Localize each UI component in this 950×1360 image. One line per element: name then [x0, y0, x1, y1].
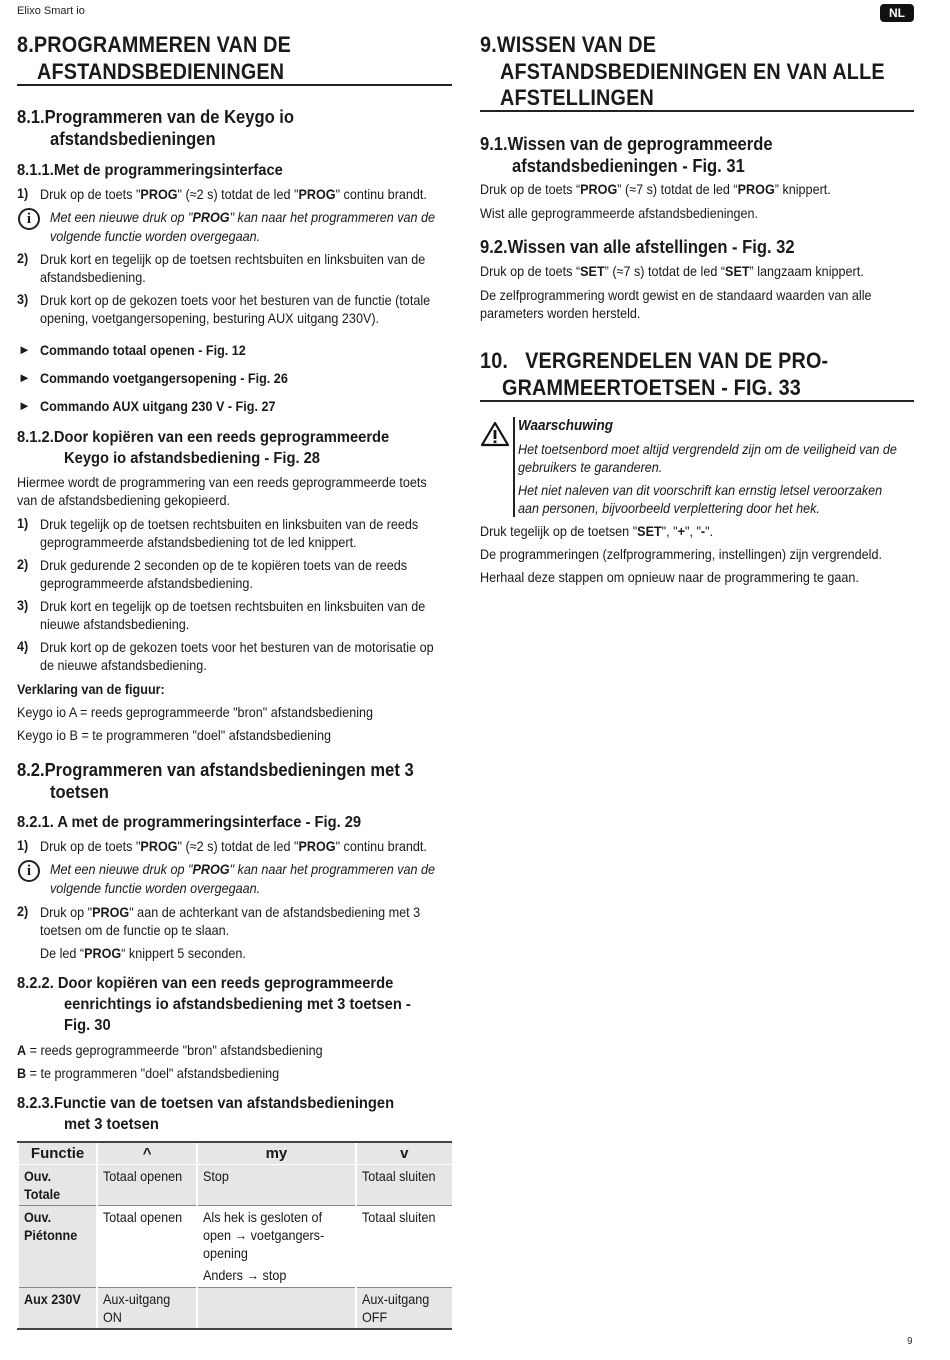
- info-note-line2: volgende functie worden overgegaan.: [50, 880, 261, 896]
- table-cell: Ouv. Piétonne: [18, 1205, 97, 1287]
- paragraph: Hiermee wordt de programmering van een reeds geprogrammeerde toets: [17, 474, 427, 490]
- table-cell: Totaal sluiten: [356, 1205, 452, 1287]
- step-text: Druk op de toets "PROG" (≈2 s) totdat de led "PROG" continu brandt.: [40, 186, 427, 202]
- paragraph: Herhaal deze stappen om opnieuw naar de programmering te gaan.: [480, 569, 859, 585]
- section-9-2-title: 9.2.Wissen van alle afstellingen - Fig. 32: [480, 237, 795, 257]
- section-8-2-2-title-line2: eenrichtings io afstandsbediening met 3 toetsen -: [64, 996, 411, 1013]
- step-text-line2: geprogrammeerde afstandsbediening.: [40, 575, 253, 591]
- table-header: ^: [97, 1142, 197, 1164]
- table-cell: Totaal sluiten: [356, 1164, 452, 1205]
- info-note-line2: volgende functie worden overgegaan.: [50, 228, 261, 244]
- step-text-line2: toetsen om de functie op te slaan.: [40, 922, 230, 938]
- section-10-title-line2: GRAMMEERTOETSEN - FIG. 33: [502, 375, 801, 400]
- paragraph: Wist alle geprogrammeerde afstandsbedieningen.: [480, 205, 759, 221]
- warning-icon: [481, 421, 509, 447]
- table-header-row: [18, 1142, 452, 1164]
- section-9-title-line1: 9.WISSEN VAN DE: [480, 32, 657, 57]
- info-note: Met een nieuwe druk op "PROG" kan naar het programmeren van de: [50, 861, 436, 877]
- section-8-2-2-title-line1: 8.2.2. Door kopiëren van een reeds geprogrammeerde: [17, 975, 394, 992]
- command-item: Commando voetgangersopening - Fig. 26: [40, 370, 288, 386]
- step-number: 2): [17, 903, 29, 919]
- table-cell: Totaal openen: [97, 1164, 197, 1205]
- table-cell: Totaal openen: [97, 1205, 197, 1287]
- arrow-right-icon: ►: [18, 342, 31, 357]
- step-text: Druk kort op de gekozen toets voor het besturen van de motorisatie op: [40, 639, 434, 655]
- step-text: Druk gedurende 2 seconden op de te kopiëren toets van de reeds: [40, 557, 408, 573]
- table-header: v: [356, 1142, 452, 1164]
- step-text: Druk kort en tegelijk op de toetsen rechtsbuiten en linksbuiten van de: [40, 598, 426, 614]
- paragraph: Druk op de toets “PROG” (≈7 s) totdat de led “PROG” knippert.: [480, 181, 831, 197]
- table-row: [18, 1205, 452, 1287]
- paragraph: Druk tegelijk op de toetsen "SET", "+", "-".: [480, 523, 714, 539]
- warning-text: Het toetsenbord moet altijd vergrendeld zijn om de veiligheid van de: [518, 441, 897, 457]
- page-number: 9: [907, 1336, 913, 1347]
- warning-title: Waarschuwing: [518, 417, 614, 434]
- section-8-1-2-title-line2: Keygo io afstandsbediening - Fig. 28: [64, 450, 321, 467]
- section-10-title-line1: 10. VERGRENDELEN VAN DE PRO-: [480, 348, 829, 373]
- info-icon: i: [18, 860, 40, 882]
- legend-item-b: Keygo io B = te programmeren "doel" afstandsbediening: [17, 727, 332, 743]
- command-item: Commando totaal openen - Fig. 12: [40, 342, 246, 358]
- section-8-2-title-line1: 8.2.Programmeren van afstandsbedieningen met 3: [17, 760, 414, 780]
- table-row: [18, 1164, 452, 1205]
- section-8-2-3-title-line2: met 3 toetsen: [64, 1116, 159, 1133]
- legend-item-a: Keygo io A = reeds geprogrammeerde "bron" afstandsbediening: [17, 704, 374, 720]
- warning-text-line2: gebruikers te garanderen.: [518, 459, 663, 475]
- paragraph-line2: van de afstandsbediening gekopieerd.: [17, 492, 230, 508]
- legend-item-b: B = te programmeren "doel" afstandsbediening: [17, 1065, 280, 1081]
- step-number: 3): [17, 291, 29, 307]
- legend-item-a: A = reeds geprogrammeerde "bron" afstandsbediening: [17, 1042, 323, 1058]
- step-text: Druk kort en tegelijk op de toetsen rechtsbuiten en linksbuiten van de: [40, 251, 426, 267]
- section-9-title-line2: AFSTANDSBEDIENINGEN EN VAN ALLE: [500, 59, 885, 84]
- info-icon: i: [18, 208, 40, 230]
- step-number: 4): [17, 638, 29, 654]
- section-8-2-1-title: 8.2.1. A met de programmeringsinterface - Fig. 29: [17, 814, 362, 831]
- step-text: Druk op "PROG" aan de achterkant van de afstandsbediening met 3: [40, 904, 421, 920]
- table-row: [18, 1287, 452, 1329]
- step-number: 1): [17, 185, 29, 201]
- step-text-line2: de nieuwe afstandsbediening.: [40, 657, 207, 673]
- step-number: 3): [17, 597, 29, 613]
- section-8-1-title-line2: afstandsbedieningen: [50, 129, 216, 149]
- table-cell: Ouv. Totale: [18, 1164, 97, 1205]
- step-text-line2: nieuwe afstandsbediening.: [40, 616, 190, 632]
- table-cell: Aux-uitgang OFF: [356, 1287, 452, 1329]
- step-text: Druk op de toets "PROG" (≈2 s) totdat de led "PROG" continu brandt.: [40, 838, 427, 854]
- section-8-1-title-line1: 8.1.Programmeren van de Keygo io: [17, 107, 295, 127]
- table-cell: Stop: [197, 1164, 356, 1205]
- language-badge: NL: [880, 4, 914, 22]
- section-9-1-title-line2: afstandsbedieningen - Fig. 31: [512, 156, 745, 176]
- key-function-table: [17, 1141, 452, 1330]
- section-10-rule: [480, 400, 914, 402]
- section-8-title-line1: 8.PROGRAMMEREN VAN DE: [17, 32, 292, 57]
- step-number: 1): [17, 837, 29, 853]
- step-number: 2): [17, 250, 29, 266]
- step-text: Druk tegelijk op de toetsen rechtsbuiten en linksbuiten van de reeds: [40, 516, 419, 532]
- warning-text-line2: aan personen, bijvoorbeeld verplettering door het hek.: [518, 500, 820, 516]
- section-9-rule: [480, 110, 914, 112]
- paragraph: De zelfprogrammering wordt gewist en de standaard waarden van alle: [480, 287, 872, 303]
- table-cell: Aux-uitgang ON: [97, 1287, 197, 1329]
- section-8-2-title-line2: toetsen: [50, 782, 109, 802]
- section-8-2-2-title-line3: Fig. 30: [64, 1017, 111, 1034]
- step-text-line2: afstandsbediening.: [40, 269, 146, 285]
- paragraph: Druk op de toets “SET” (≈7 s) totdat de led “SET” langzaam knippert.: [480, 263, 864, 279]
- paragraph-line2: parameters worden hersteld.: [480, 305, 641, 321]
- section-8-title-line2: AFSTANDSBEDIENINGEN: [37, 59, 285, 84]
- section-8-rule: [17, 84, 452, 86]
- step-number: 2): [17, 556, 29, 572]
- product-name: Elixo Smart io: [17, 5, 85, 17]
- legend-title: Verklaring van de figuur:: [17, 681, 165, 697]
- warning-text: Het niet naleven van dit voorschrift kan ernstig letsel veroorzaken: [518, 482, 883, 498]
- command-item: Commando AUX uitgang 230 V - Fig. 27: [40, 398, 276, 414]
- info-note: Met een nieuwe druk op "PROG" kan naar het programmeren van de: [50, 209, 436, 225]
- step-text-line2: opening, voetgangersopening, besturing AUX uitgang 230V).: [40, 310, 380, 326]
- step-text-line3: De led “PROG“ knippert 5 seconden.: [40, 945, 246, 961]
- step-text: Druk kort op de gekozen toets voor het besturen van de functie (totale: [40, 292, 431, 308]
- section-9-1-title-line1: 9.1.Wissen van de geprogrammeerde: [480, 134, 773, 154]
- table-header: Functie: [18, 1142, 97, 1164]
- section-9-title-line3: AFSTELLINGEN: [500, 85, 654, 110]
- table-cell: Als hek is gesloten of open → voetgangers- opening Anders → stop: [197, 1205, 356, 1287]
- table-cell: [197, 1287, 356, 1329]
- step-text-line2: geprogrammeerde afstandsbediening tot de led knippert.: [40, 534, 357, 550]
- table-header: my: [197, 1142, 356, 1164]
- step-number: 1): [17, 515, 29, 531]
- section-8-1-2-title-line1: 8.1.2.Door kopiëren van een reeds geprogrammeerde: [17, 429, 390, 446]
- section-8-1-1-title: 8.1.1.Met de programmeringsinterface: [17, 162, 283, 179]
- arrow-right-icon: ►: [18, 398, 31, 413]
- paragraph: De programmeringen (zelfprogrammering, instellingen) zijn vergrendeld.: [480, 546, 882, 562]
- table-cell: Aux 230V: [18, 1287, 97, 1329]
- section-8-2-3-title-line1: 8.2.3.Functie van de toetsen van afstandsbedieningen: [17, 1095, 395, 1112]
- warning-bar: [513, 417, 515, 517]
- arrow-right-icon: ►: [18, 370, 31, 385]
